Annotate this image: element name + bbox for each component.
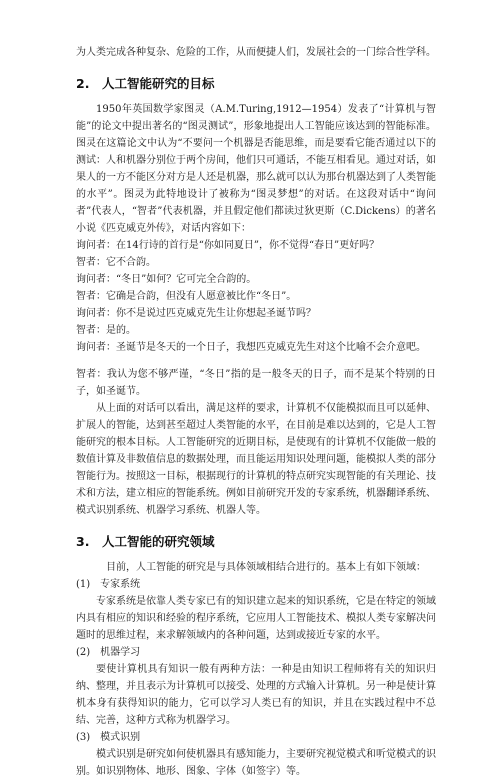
dialogue-line: 智者：它不合韵。 [76,257,156,268]
dialogue-line: 询问者：你不是说过匹克威克先生让你想起圣诞节吗？ [76,308,316,319]
field-body-expert-system: 专家系统是依靠人类专家已有的知识建立起来的知识系统，它是在特定的领域内具有相应的知识和经验的程序系统，它应用人工智能技术、模拟人类专家解决问题时的思维过程，来求解领域内的各种问题，达到或接近专家的水平。 [76,596,436,641]
spacer [76,356,436,366]
field-title-machine-learning: (2) 机器学习 [76,647,141,658]
section-2-heading: 2. 人工智能研究的目标 [76,76,215,91]
research-goal-paragraph: 从上面的对话可以看出，满足这样的要求，计算机不仅能模拟而且可以延伸、扩展人的智能，达到甚至超过人类智能的水平，在目前是难以达到的，它是人工智能研究的根本目标。人工智能研究的近期目标，是使现有的计算机不仅能做一般的数值计算及非数值信息的数据处理，而且能运用知识处理问题，能模拟人类的部分智能行为。按照这一目标，根据现行的计算机的特点研究实现智能的有关理论、技术和方法，建立相应的智能系统。例如目前研究开发的专家系统，机器翻译系统、模式识别系统、机器学习系统、机器人等。 [76,403,436,516]
fields-intro-paragraph: 目前，人工智能的研究是与具体领域相结合进行的。基本上有如下领域： [106,562,426,573]
dialogue-line: 询问者：圣诞节是冬天的一个日子，我想匹克威克先生对这个比喻不会介意吧。 [76,342,426,353]
field-title-expert-system: (1) 专家系统 [76,579,141,590]
turing-test-paragraph: 1950年英国数学家图灵（A.M.Turing,1912—1954）发表了“计算机与智能”的论文中提出著名的“图灵测试”，形象地提出人工智能应该达到的智能标准。图灵在这篇论文中认为“不要问一个机器是否能思维，而是要看它能否通过以下的测试：人和机器分别位于两个房间，他们只可通话，不能互相看见。通过对话，如果人的一方不能区分对方是人还是机器，那么就可以认为那台机器达到了人类智能的水平”。图灵为此特地设计了被称为“图灵梦想”的对话。在这段对话中“询问者”代表人，“智者”代表机器，并且假定他们都读过狄更斯（C.Dickens）的著名小说《匹克威克外传》，对话内容如下： [76,104,436,234]
dialogue-line: 智者：它确是合韵，但没有人愿意被比作“冬日”。 [76,291,297,302]
field-title-pattern-recognition: (3) 模式识别 [76,732,141,743]
dialogue-line: 询问者：在14行诗的首行是“你如同夏日”，你不觉得“春日”更好吗？ [76,240,380,251]
dialogue-line: 询问者：“冬日”如何？它可完全合韵的。 [76,274,257,285]
field-body-pattern-recognition: 模式识别是研究如何使机器具有感知能力，主要研究视觉模式和听觉模式的识别。如识别物体、地形、图象、字体（如签字）等。 [76,749,436,777]
dialogue-line: 智者：我认为您不够严谨，“冬日”指的是一般冬天的日子，而不是某个特别的日子，如圣诞节。 [76,369,436,397]
intro-paragraph: 为人类完成各种复杂、危险的工作，从而便捷人们，发展社会的一门综合性学科。 [76,47,436,58]
field-body-machine-learning: 要使计算机具有知识一般有两种方法：一种是由知识工程师将有关的知识归纳、整理，并且表示为计算机可以接受、处理的方式输入计算机。另一种是使计算机本身有获得知识的能力，它可以学习人类已有的知识，并且在实践过程中不总结、完善，这种方式称为机器学习。 [76,664,436,726]
section-3-heading: 3. 人工智能的研究领域 [76,534,215,549]
dialogue-line: 智者：是的。 [76,325,136,336]
